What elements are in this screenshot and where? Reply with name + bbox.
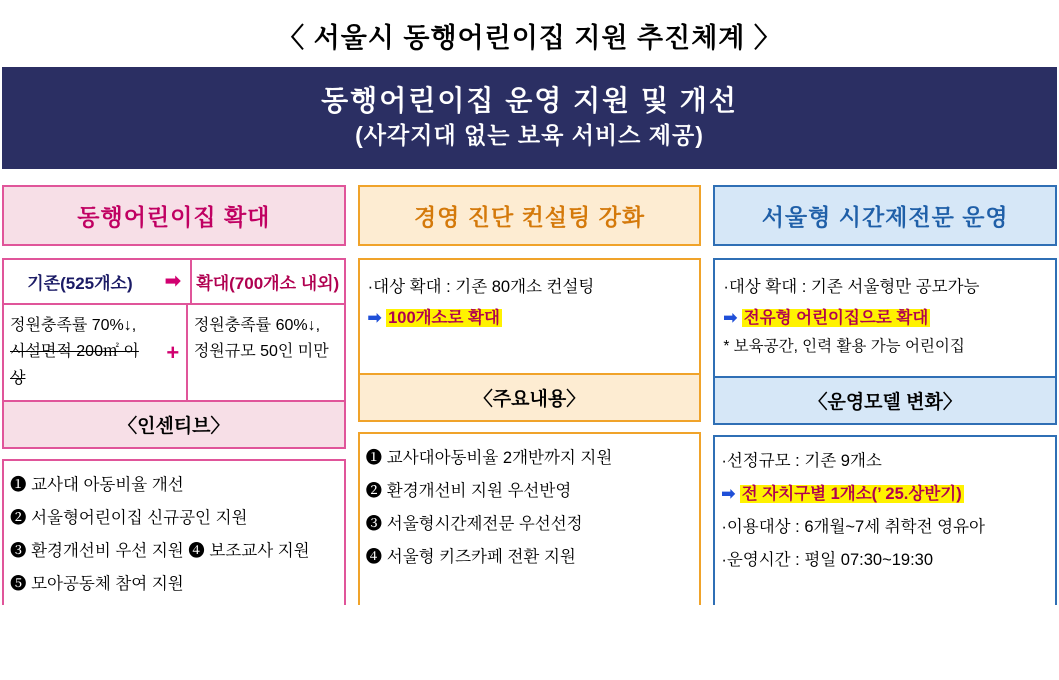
criteria-right-line-2: 정원규모 50인 미만 [193,343,329,361]
plus-icon: + [166,339,180,365]
column-2-list [358,432,702,605]
column-1-top-row [4,260,344,305]
list-item: ·이용대상 : 6개월~7세 취학전 영유아 [721,517,985,536]
criteria-left-line-1: 정원충족률 70%↓, [10,317,137,335]
column-2-line-2 [368,303,692,334]
list-item: ❷ 환경개선비 지원 우선반영 [365,482,572,501]
column-2-subtitle: 〈주요내용〉 [358,375,702,422]
column-3-note: * 보육공간, 인력 활용 가능 어린이집 [723,338,965,356]
column-1-list [2,459,346,605]
list-item-highlight: 전 자치구별 1개소(’ 25.상반기) [741,484,962,503]
banner-line-2: (사각지대 없는 보육 서비스 제공) [355,122,704,148]
column-1-criteria-row [4,305,344,400]
existing-count-box: 기존(525개소) [27,274,133,294]
criteria-right-cell [186,305,344,400]
column-2-line-1: ·대상 확대 : 기존 80개소 컨설팅 [367,278,595,297]
column-2-body [358,258,702,375]
column-3-highlight: 전유형 어린이집으로 확대 [743,308,929,327]
list-item: ·운영시간 : 평일 07:30~19:30 [721,550,934,569]
column-1-subtitle: 〈인센티브〉 [2,402,346,449]
banner-line-1: 동행어린이집 운영 지원 및 개선 [321,85,738,116]
main-banner [2,67,1057,169]
column-consulting [358,185,702,605]
criteria-left-line-2: 시설면적 200㎡ 이상 [10,343,139,387]
list-item: ❶ 교사대 아동비율 개선 [10,476,184,495]
arrow-right-icon: ➡ [367,308,382,327]
list-item [721,478,1049,511]
column-3-body [713,258,1057,378]
column-3-line-2 [723,303,1047,334]
arrow-right-icon: ➡ [164,271,181,293]
expanded-count-box: 확대(700개소 내외) [190,260,344,303]
criteria-right-line-1: 정원충족률 60%↓, [193,317,321,335]
list-item: ❺ 모아공동체 참여 지원 [10,575,184,594]
column-2-highlight: 100개소로 확대 [388,308,500,327]
list-item: ❸ 서울형시간제전문 우선선정 [365,515,583,534]
criteria-left-cell [4,305,160,400]
list-item: ❶ 교사대아동비율 2개반까지 지원 [365,449,613,468]
columns-container [0,169,1059,605]
column-3-list [713,435,1057,605]
arrow-right-icon: ➡ [721,484,736,503]
column-2-body-text [360,260,700,373]
list-item: ❹ 서울형 키즈카페 전환 지원 [365,548,576,567]
column-seoul-parttime [713,185,1057,605]
column-3-line-1: ·대상 확대 : 기존 서울형만 공모가능 [723,278,980,297]
arrow-right-icon: ➡ [723,308,738,327]
list-item: ❷ 서울형어린이집 신규공인 지원 [10,509,248,528]
column-2-spacer [368,333,692,359]
list-item: ·선정규모 : 기존 9개소 [721,451,882,470]
column-2-header: 경영 진단 컨설팅 강화 [358,185,702,246]
column-3-subtitle: 〈운영모델 변화〉 [713,378,1057,425]
column-1-header: 동행어린이집 확대 [2,185,346,246]
column-1-body [2,258,346,402]
page-title: 〈 서울시 동행어린이집 지원 추진체계 〉 [277,23,782,53]
list-item: ❸ 환경개선비 우선 지원 ❹ 보조교사 지원 [10,542,310,561]
column-3-header: 서울형 시간제전문 운영 [713,185,1057,246]
column-3-body-text [715,260,1055,376]
column-expand-donghaeng [2,185,346,605]
